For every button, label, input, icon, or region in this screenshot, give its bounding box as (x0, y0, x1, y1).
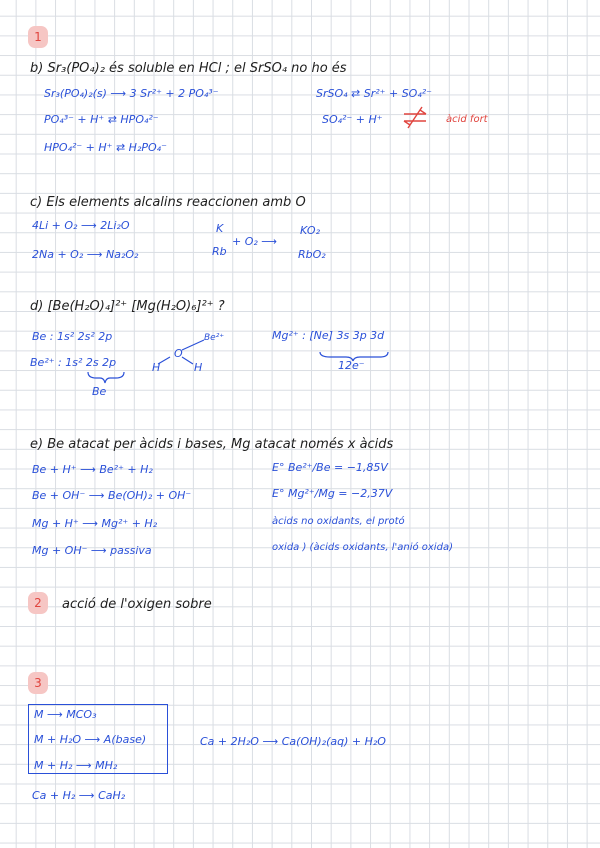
equation-line: M + H₂O ⟶ A(base) (34, 733, 147, 746)
ko2-product: KO₂ (300, 224, 320, 237)
equation-line: M ⟶ MCO₃ (34, 708, 97, 721)
equation-line: SrSO₄ ⇄ Sr²⁺ + SO₄²⁻ (316, 87, 432, 100)
potential-mg: E° Mg²⁺/Mg = −2,37V (272, 487, 393, 500)
strong-acid-note: àcid fort (446, 114, 488, 125)
equation-line: Ca + H₂ ⟶ CaH₂ (32, 789, 126, 802)
equation-line: 4Li + O₂ ⟶ 2Li₂O (32, 219, 130, 232)
water-h: H (152, 361, 161, 374)
bond-lines (158, 340, 204, 364)
rbo2-product: RbO₂ (298, 248, 326, 261)
equation-line: Mg + OH⁻ ⟶ passiva (32, 544, 152, 557)
electrons-note: 12e⁻ (338, 359, 365, 372)
equation-line: Ca + 2H₂O ⟶ Ca(OH)₂(aq) + H₂O (200, 735, 386, 748)
equation-line: Be + OH⁻ ⟶ Be(OH)₂ + OH⁻ (32, 489, 192, 502)
equation-line: 2Na + O₂ ⟶ Na₂O₂ (32, 248, 139, 261)
equation-line: SO₄²⁻ + H⁺ (322, 113, 383, 126)
brace (88, 372, 124, 383)
note-line: àcids no oxidants, el protó (272, 516, 405, 527)
rb-label: Rb (212, 245, 227, 258)
equation-line: PO₄³⁻ + H⁺ ⇄ HPO₄²⁻ (44, 113, 159, 126)
note-line: oxida ) (àcids oxidants, l'anió oxida) (272, 542, 453, 553)
equation-line: Sr₃(PO₄)₂(s) ⟶ 3 Sr²⁺ + 2 PO₄³⁻ (44, 87, 219, 100)
water-h: H (194, 361, 203, 374)
heading-e: e) Be atacat per àcids i bases, Mg atacat només x àcids (30, 437, 394, 452)
section-badge-2: 2 (28, 592, 48, 614)
o2-reaction: + O₂ ⟶ (232, 235, 278, 248)
section-badge-1: 1 (28, 26, 48, 48)
heading-d: d) [Be(H₂O)₄]²⁺ [Mg(H₂O)₆]²⁺ ? (30, 299, 225, 314)
heading-b: b) Sr₃(PO₄)₂ és soluble en HCl ; el SrSO₄ no ho és (30, 61, 347, 76)
be2-config: Be²⁺ : 1s² 2s 2p (30, 356, 117, 369)
water-o: O (174, 347, 183, 360)
mg-config: Mg²⁺ : [Ne] 3s 3p 3d (272, 329, 385, 342)
heading-c: c) Els elements alcalins reaccionen amb O (30, 195, 306, 210)
k-label: K (216, 222, 224, 235)
be-config: Be : 1s² 2s² 2p (32, 330, 113, 343)
equation-line: Be + H⁺ ⟶ Be²⁺ + H₂ (32, 463, 153, 476)
be-label: Be (92, 385, 107, 398)
equation-line: M + H₂ ⟶ MH₂ (34, 759, 118, 772)
water-be: Be²⁺ (204, 333, 225, 343)
section-2-text: acció de l'oxigen sobre (62, 597, 212, 612)
equation-line: HPO₄²⁻ + H⁺ ⇄ H₂PO₄⁻ (44, 141, 167, 154)
section-badge-3: 3 (28, 672, 48, 694)
potential-be: E° Be²⁺/Be = −1,85V (272, 461, 388, 474)
equation-line: Mg + H⁺ ⟶ Mg²⁺ + H₂ (32, 517, 158, 530)
crossed-arrow (404, 107, 426, 128)
brace (320, 352, 388, 361)
